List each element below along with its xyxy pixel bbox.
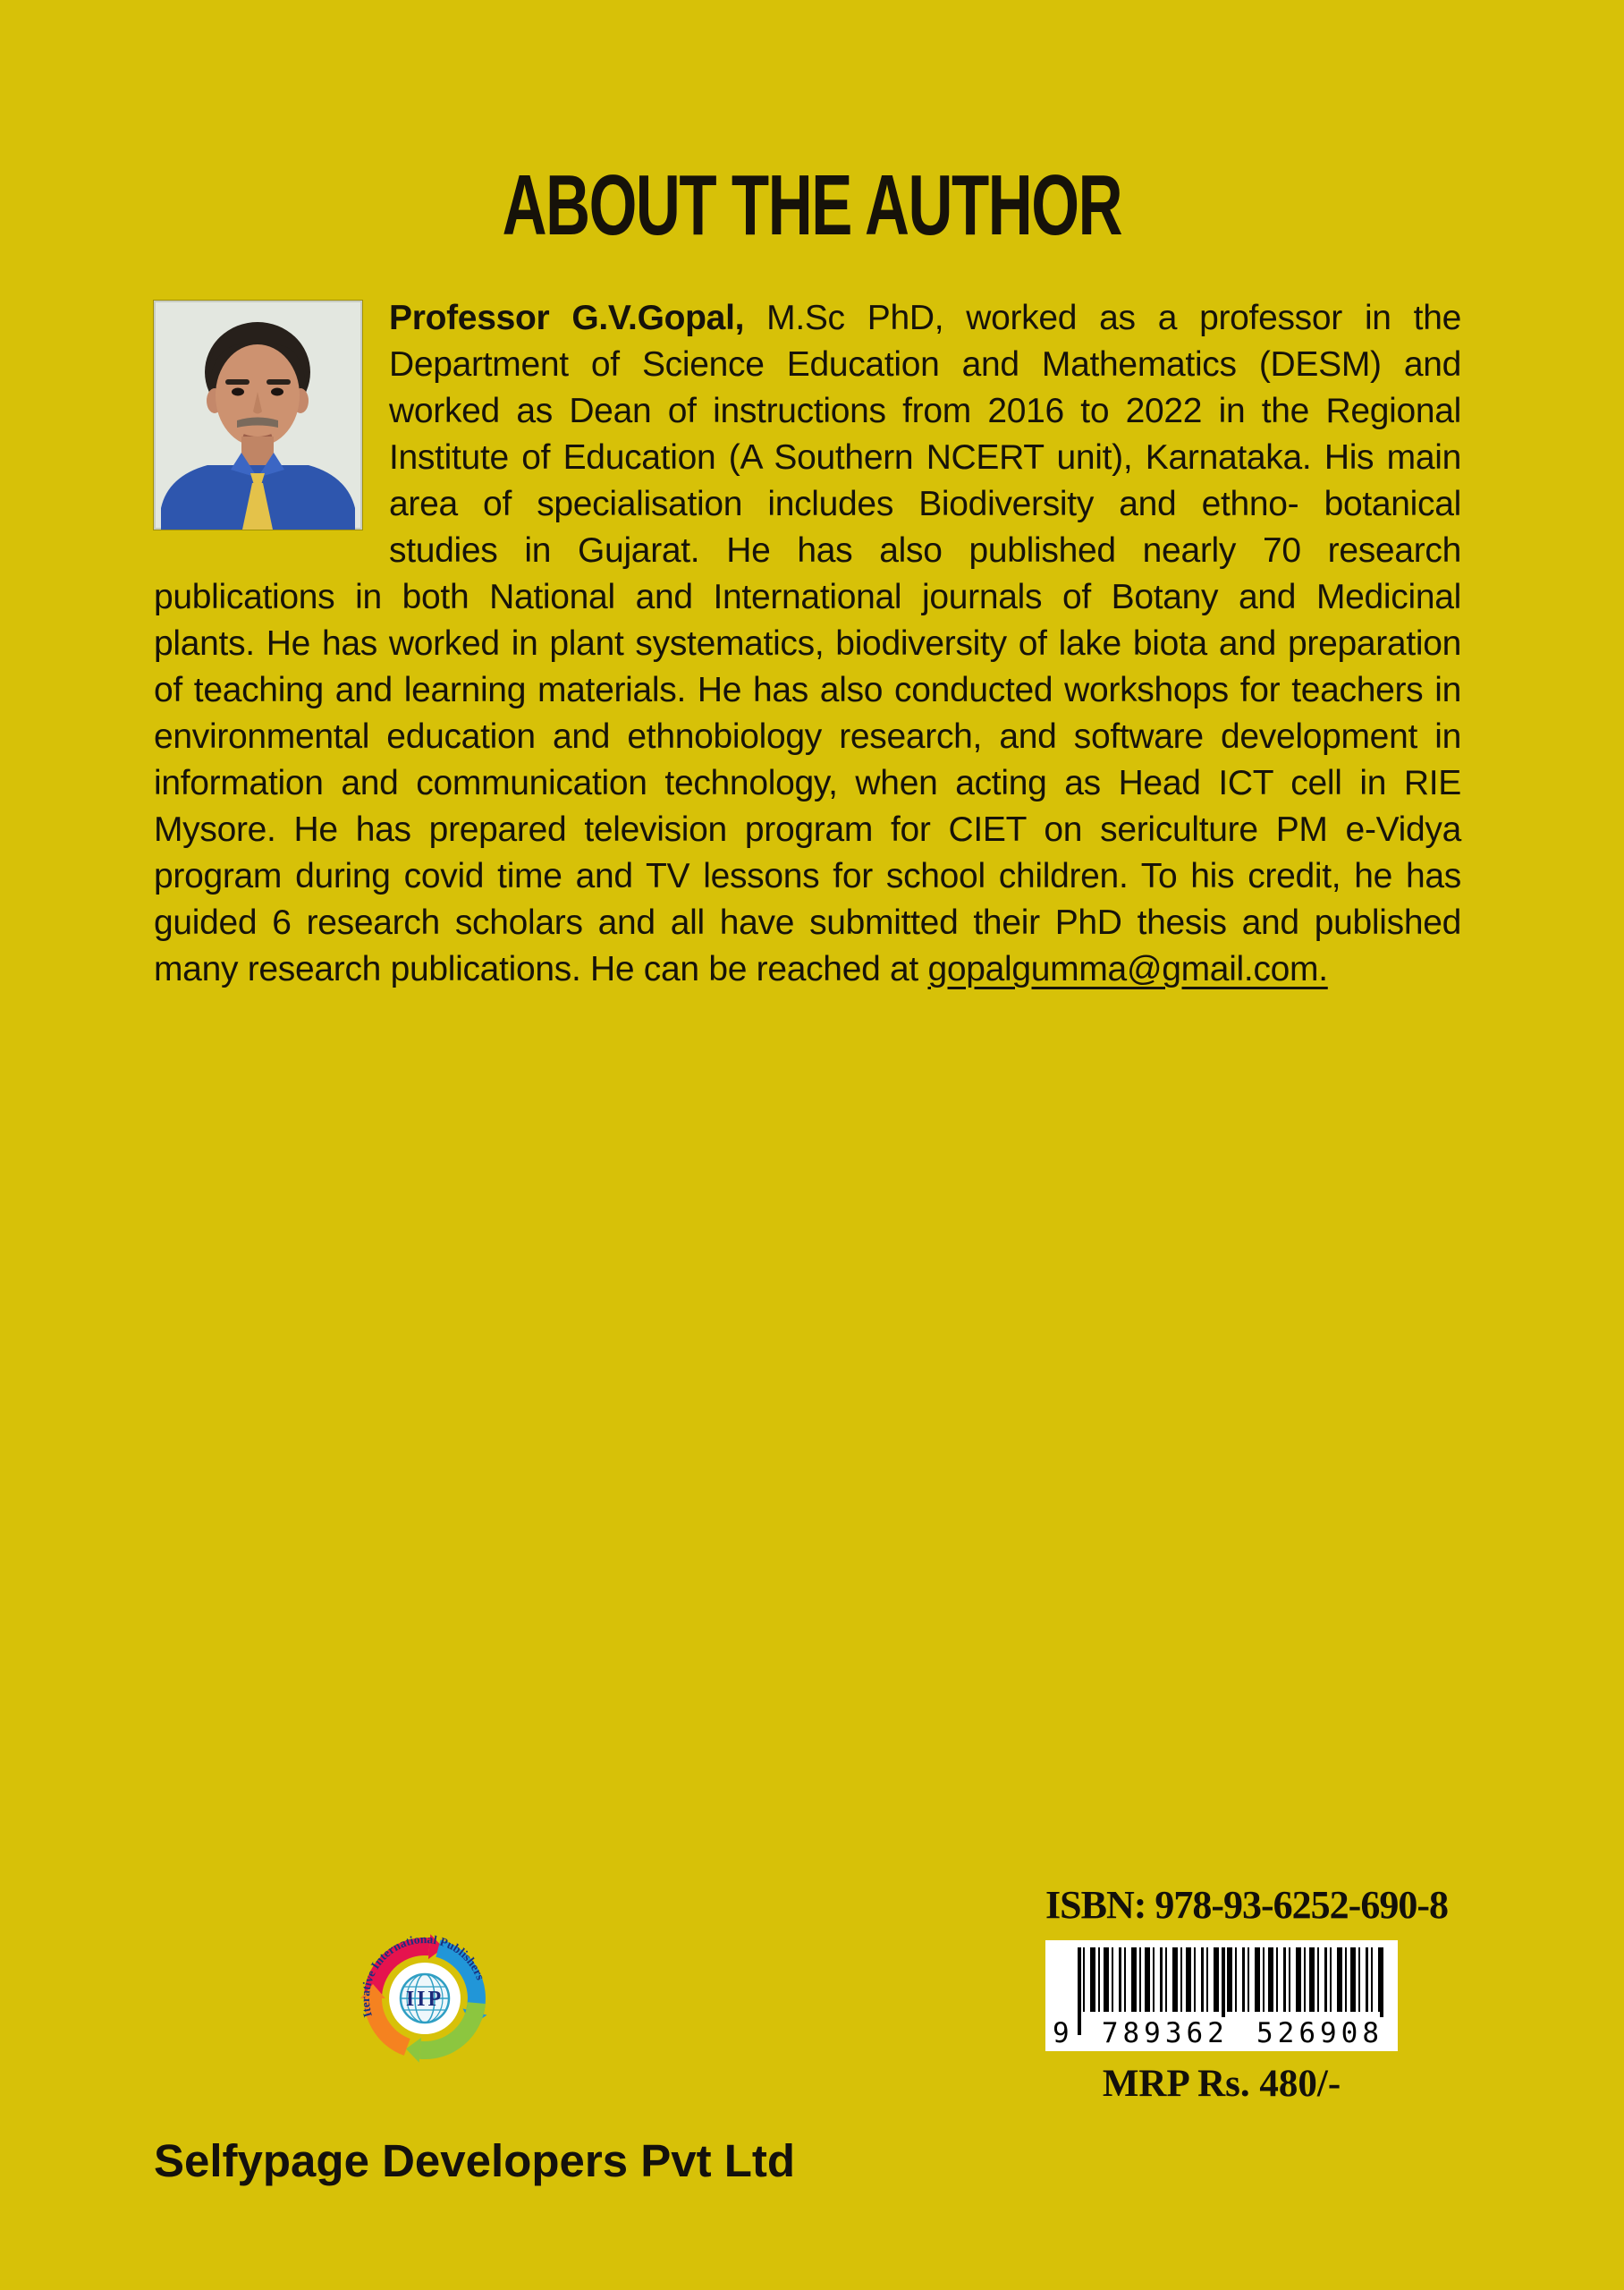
- author-bio-text: M.Sc PhD, worked as a professor in the Department of Science Education and Mathematics (DESM) and worked as Dean of instructions from 2016 to 2022 in the Regional Institute of Education (A Southern NCERT unit), Karnataka. His main area of specialisation includes Biodiversity and ethno- botanical studies in Gujarat. He has also published nearly 70 research publications in both National and International journals of Botany and Medicinal plants. He has worked in plant systematics, biodiversity of lake biota and preparation of teaching and learning materials. He has also conducted workshops for teachers in environmental education and ethnobiology research, and software development in information and communication technology, when acting as Head ICT cell in RIE Mysore. He has prepared television program for CIET on sericulture PM e-Vidya program during covid time and TV lessons for school children. To his credit, he has guided 6 research scholars and all have submitted their PhD thesis and published many research publications. He can be reached at: [154, 299, 1462, 988]
- isbn-block: [1045, 1882, 1466, 2106]
- about-author-section: [154, 295, 1461, 993]
- author-photo: [154, 301, 362, 530]
- barcode-bars: [1078, 1947, 1383, 2012]
- barcode-digit-group2: 526908: [1256, 2017, 1383, 2049]
- barcode: [1045, 1940, 1398, 2051]
- author-name: Professor G.V.Gopal,: [389, 299, 745, 337]
- publisher-logo: [351, 1916, 498, 2074]
- iip-logo-graphic: [351, 1916, 498, 2074]
- publisher-name: Selfypage Developers Pvt Ltd: [154, 2135, 796, 2186]
- logo-ring-text: Iterative International Publishers: [358, 1932, 488, 2019]
- page-title-text: ABOUT THE AUTHOR: [502, 157, 1122, 253]
- author-portrait-illustration: [154, 301, 362, 530]
- barcode-digits: [1051, 2017, 1385, 2049]
- price-mrp: MRP Rs. 480/-: [1102, 2063, 1341, 2105]
- author-email: gopalgumma@gmail.com.: [927, 950, 1328, 988]
- barcode-digit-group1: 789362: [1101, 2017, 1229, 2049]
- logo-monogram: IIP: [405, 1988, 444, 2011]
- barcode-digit-left: 9: [1053, 2017, 1074, 2049]
- page-title: [0, 157, 1624, 253]
- isbn-number: ISBN: 978-93-6252-690-8: [1045, 1883, 1448, 1927]
